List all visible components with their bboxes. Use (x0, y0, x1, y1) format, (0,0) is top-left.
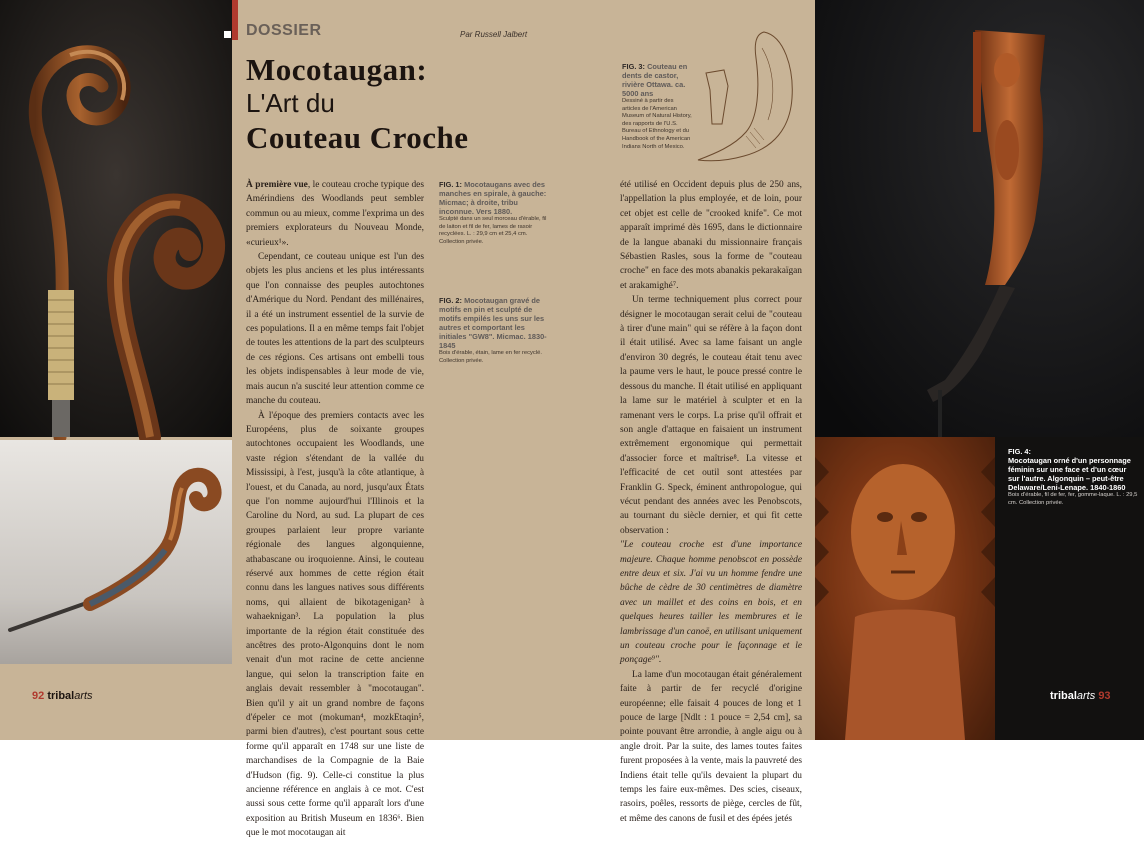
caption-heading (439, 180, 549, 216)
paragraph: Un terme techniquement plus correct pour désigner le mocotaugan serait celui de "couteau à tirer d'une main" qui se réfère à la façon dont il était utilisé. Avec sa lame faisant un angle d'environ 30 degrés, le couteau était tenu avec la paume vers le haut, le pouce pressé contre le dessous du manche. Il était utilisé en appliquant la lame sur le matériel à sculpter et en la ramenant vers le corps. La prise qu'il offrait et son angle d'attaque en faisaient un instrument extrêmement ergonomique qui permettait d'associer force et maîtrise⁸. La vitesse et l'efficacité de cet outil sont attestées par Franklin G. Speck, éminent anthropologue, qui vécut pendant des années avec les Penobscots, au tournant du siècle dernier, et qui fit cette observation : (620, 295, 802, 536)
paragraph: À l'époque des premiers contacts avec les Européens, plus de soixante groupes autochtones occupaient les Woodlands, une vaste région s'étendant de la vallée du Mississipi, à l'est, jusqu'à la côte atlantique, à l'ouest, et du Canada, au nord, jusqu'aux États que l'on nomme aujourd'hui l'Illinois et la Caroline du Nord, au sud. La plupart de ces groupes parlaient leur propre variante régionale des langues algonquienne, athabascane ou iroquoienne. Ainsi, le couteau réservé aux hommes de cette région était connu dans les langues natives sous différents noms, qui allaient de bikotagenigan² à wahaeknigan³. La population la plus importante de la région était constituée des ancêtres des proto-Algonquins dont le nom venait d'un mot racine de cette ancienne langue, qui selon la transcription faite en anglais devait ressembler à "mocotaugan". Bien qu'il y ait un grand nombre de façons d'épeler ce mot (mokuman⁴, mozkEtaqin⁵, parmi bien d'autres), c'est pourtant sous cette forme qu'il apparaît en 1748 sur une liste de marchandises de la Compagnie de la Baie d'Hudson (fig. 9). Celle-ci constitue la plus ancienne référence en anglais à ce mot. C'est aussi sous cette forme qu'il apparaît lors d'une exposition au British Museum en 1836⁶. Bien que le mot mocotaugan ait (246, 410, 424, 839)
paragraph: été utilisé en Occident depuis plus de 250 ans, l'appellation la plus employée, et de loin, pour cet objet est celle de "crooked knife". Ce mot apparaît imprimé dès 1695, dans le dictionnaire de la langue abanaki du missionnaire français Sébastien Rasles, sous la forme de "couteau croche" en face des mots abanakis pekarakaïgan et arakamighé⁷. (620, 180, 802, 291)
caption-fig-4 (1008, 447, 1138, 507)
caption-fig-3 (622, 62, 692, 151)
caption-details: Dessiné à partir des articles de l'American Museum of Natural History, des rapports de l'U.S. Bureau of Ethnology et du Handbook of the American Indians North of Mexico. (622, 98, 692, 150)
paragraph: La lame d'un mocotaugan était généralement faite à partir de fer recyclé d'origine européenne; elle faisait 4 pouces de long et 1 pouce de large [Ndlt : 1 pouce = 2,54 cm], sa pointe pouvant être arrondie, à angle aigu ou à angle droit. Par la suite, des lames toutes faites furent proposées à la vente, mais la pauvreté des Indiens était telle qu'ils devaient la plupart du temps les faire eux-mêmes. Des scies, ciseaux, rasoirs, poêles, ressorts de piège, cercles de fût, et même des canons de fusil et des épées jetés (620, 669, 802, 824)
caption-figure-number: FIG. 3: (622, 62, 645, 71)
section-accent-bar (232, 0, 238, 40)
folio-left (32, 690, 93, 702)
caption-title: Mocotaugan orné d'un personnage féminin sur une face et d'un cœur sur l'autre. Algonquin – peut-être Delaware/Leni-Lenape. 1840-1860 (1008, 456, 1131, 492)
page-number: 92 (32, 690, 45, 702)
title-line-2: L'Art du (246, 88, 335, 118)
article-column-1 (246, 178, 424, 841)
section-label: DOSSIER (246, 22, 322, 39)
magazine-name-arts: arts (1076, 690, 1096, 702)
page-number: 93 (1098, 690, 1111, 702)
title-line-1: Mocotaugan: (246, 52, 428, 87)
lead-in: À première vue (246, 180, 308, 190)
photo-face-closeup (815, 437, 995, 740)
caption-details: Sculpté dans un seul morceau d'érable, fil de laiton et fil de fer, lames de rasoir recyclées. L. : 29,9 cm et 25,4 cm. Collection privée. (439, 216, 547, 245)
title-line-3: Couteau Croche (246, 120, 469, 155)
magazine-name-arts: arts (74, 690, 93, 702)
beaver-tooth-knife-sketch (694, 28, 824, 168)
caption-details: Bois d'érable, étain, lame en fer recyclé. Collection privée. (439, 350, 542, 364)
figural-knife-illustration (815, 0, 1144, 437)
engraved-knife-illustration (0, 440, 232, 664)
caption-figure-number: FIG. 1: (439, 180, 462, 189)
photo-figural-knife (815, 0, 1144, 437)
section-marker-square (224, 31, 231, 38)
caption-details: Bois d'érable, fil de fer, fer, gomme-laque. L. : 29,5 cm. Collection privée. (1008, 492, 1138, 506)
caption-fig-2 (439, 296, 549, 365)
caption-fig-1 (439, 180, 549, 246)
caption-title: Mocotaugan gravé de motifs en pin et sculpté de motifs empilés les uns sur les autres et comportant les initiales "GW8". Micmac. 1830-1845 (439, 296, 547, 350)
byline: Par Russell Jalbert (460, 30, 528, 39)
magazine-name-tribal: tribal (47, 690, 75, 702)
caption-heading (1008, 447, 1138, 492)
caption-title: Mocotaugans avec des manches en spirale, à gauche: Micmac; à droite, tribu inconnue. Vers 1880. (439, 180, 547, 216)
photo-spiral-knives (0, 0, 232, 437)
right-page (572, 0, 1144, 824)
caption-figure-number: FIG. 2: (439, 296, 462, 305)
article-column-2 (620, 178, 802, 826)
left-page (0, 0, 572, 839)
caption-heading (622, 62, 692, 98)
photo-engraved-knife (0, 440, 232, 664)
caption-figure-number: FIG. 4: (1008, 447, 1031, 456)
caption-heading (439, 296, 549, 350)
spiral-knives-illustration (0, 0, 232, 437)
quotation: "Le couteau croche est d'une importance majeure. Chaque homme penobscot en possède entre deux et six. J'ai vu un homme fendre une bûche de cèdre de 30 centimètres de diamètre avec un maillet et des coins en bois, et en quelques heures tailler les membrures et le lambrissage d'un canoë, en utilisant uniquement un couteau croche pour le façonnage et le ponçage⁹". (620, 540, 802, 666)
paragraph: Cependant, ce couteau unique est l'un des objets les plus anciens et les plus intéressants que l'on connaisse des peuples autochtones d'Amérique du Nord. Pendant des millénaires, il a été un instrument essentiel de la survie de ces populations. Il a en même temps fait l'objet de toutes les attentions de la part des sculpteurs de ces régions. Ces artisans ont embelli tous les objets indispensables à leur mode de vie, mais aucun n'a suscité leur attention comme ce manche du couteau. (246, 252, 424, 407)
face-closeup-illustration (815, 437, 995, 740)
magazine-name-tribal: tribal (1050, 690, 1077, 702)
paragraph-text: , le couteau croche typique des Amérindiens des Woodlands peut sembler commun ou au mieux, comme l'exprima un des premiers explorateurs du Nouveau Monde, «curieux¹». (246, 180, 424, 248)
paragraph (246, 178, 424, 250)
folio-right (1050, 690, 1111, 702)
caption-title: Couteau en dents de castor, rivière Ottawa. ca. 5000 ans (622, 62, 688, 98)
